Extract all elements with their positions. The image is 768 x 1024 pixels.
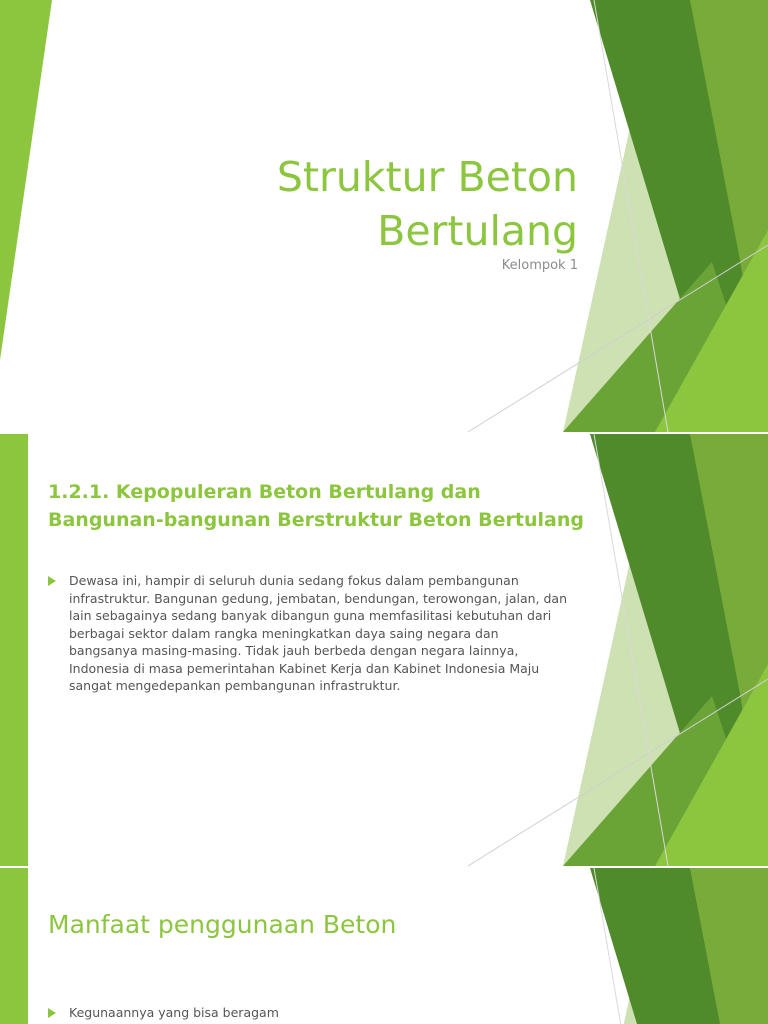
slide-2[interactable] [0,434,768,866]
left-green-strip [0,0,52,360]
slide-title-line-1: Struktur Beton [276,153,578,201]
triangle-right-icon [48,576,56,586]
bullet-list [48,572,568,695]
bullet-list [48,1004,568,1022]
slide-title: Manfaat penggunaan Beton [48,910,397,939]
list-item [48,1004,568,1022]
slide-subtitle: Kelompok 1 [501,258,578,273]
slide-title-line-1: 1.2.1. Kepopuleran Beton Bertulang dan [48,481,481,503]
list-item [48,572,568,695]
slide-title [158,150,578,258]
slide-decoration [0,868,768,1024]
slide-title [48,478,608,534]
triangle-right-icon [48,1008,56,1018]
bullet-text: Kegunaannya yang bisa beragam [69,1005,279,1020]
slide-title-line-2: Bangunan-bangunan Berstruktur Beton Bertulang [48,509,584,531]
slide-1[interactable] [0,0,768,432]
slide-title-line-2: Bertulang [377,207,578,255]
left-green-strip [0,868,28,1024]
slide-3[interactable] [0,868,768,1024]
bullet-text: Dewasa ini, hampir di seluruh dunia sedang fokus dalam pembangunan infrastruktur. Bangunan gedung, jembatan, bendungan, terowongan, jalan, dan lain sebagainya sedang banyak dibangun guna memfasilitasi kebutuhan dari berbagai sektor dalam rangka meningkatkan daya saing negara dan bangsanya masing-masing. Tidak jauh berbeda dengan negara lainnya, Indonesia di masa pemerintahan Kabinet Kerja dan Kabinet Indonesia Maju sangat mengedepankan pembangunan infrastruktur. [69,573,568,693]
left-green-strip [0,434,28,866]
